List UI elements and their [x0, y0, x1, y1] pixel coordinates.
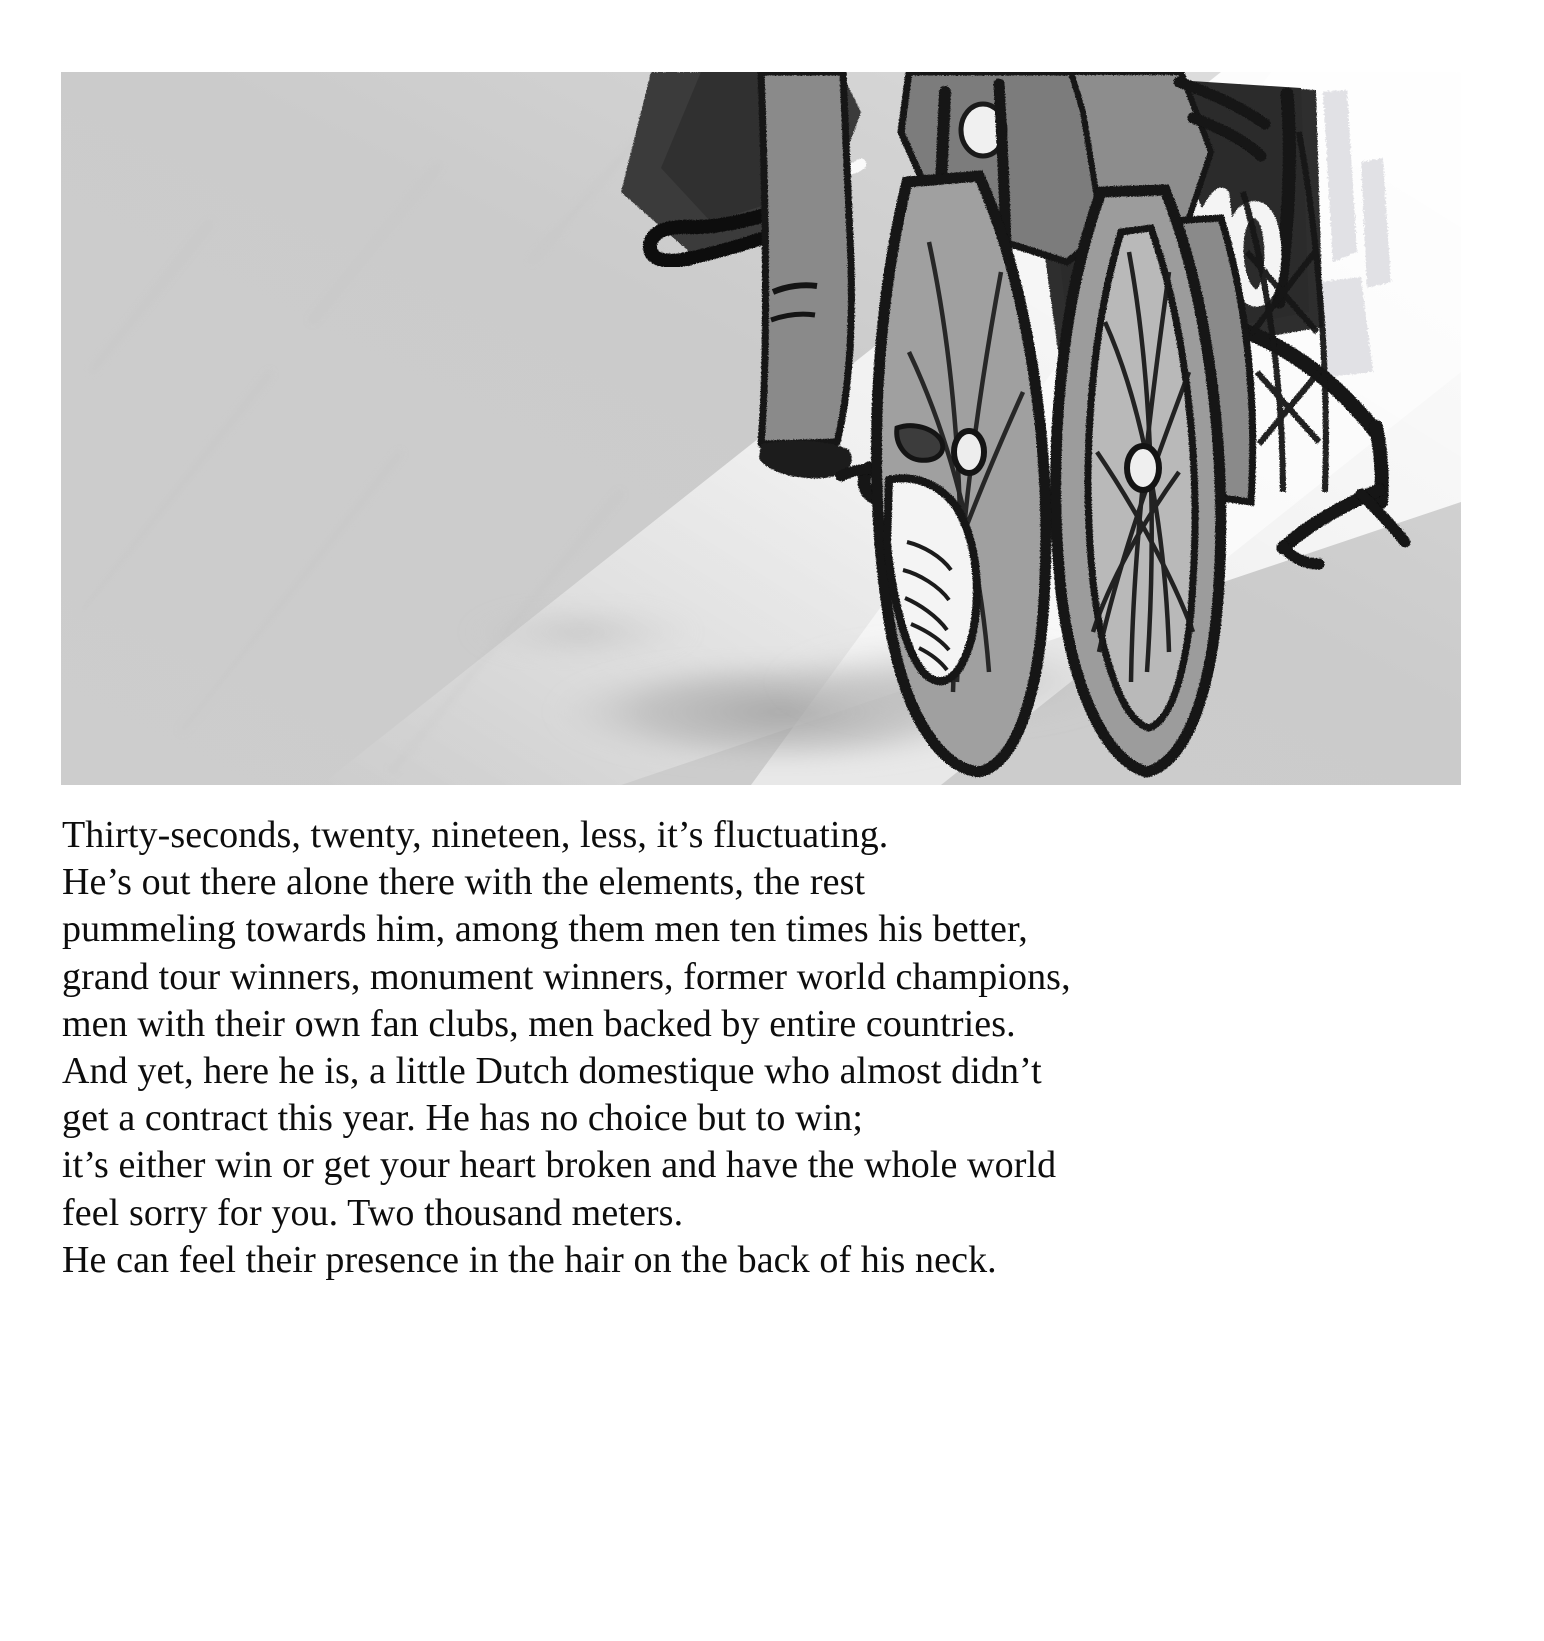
prose-block [62, 812, 1482, 1284]
prose-line: feel sorry for you. Two thousand meters. [62, 1191, 684, 1234]
prose-line: Thirty-seconds, twenty, nineteen, less, it’s fluctuating. [62, 814, 889, 856]
illustration-canvas [61, 72, 1461, 785]
prose-line: grand tour winners, monument winners, former world champions, [62, 955, 1071, 998]
prose-line: pummeling towards him, among them men ten times his better, [62, 908, 1028, 951]
rider-leg-left [759, 72, 852, 478]
prose-line: it’s either win or get your heart broken and have the whole world [62, 1144, 1057, 1187]
bike-front-wheel [1056, 190, 1221, 772]
prose-line: get a contract this year. He has no choice but to win; [62, 1097, 864, 1140]
prose-line: He can feel their presence in the hair on the back of his neck. [62, 1238, 997, 1281]
prose-line: And yet, here he is, a little Dutch domestique who almost didn’t [62, 1050, 1042, 1093]
prose-line: He’s out there alone there with the elements, the rest [62, 861, 866, 904]
cyclist-illustration [61, 72, 1461, 785]
prose-line: men with their own fan clubs, men backed by entire countries. [62, 1002, 1016, 1045]
